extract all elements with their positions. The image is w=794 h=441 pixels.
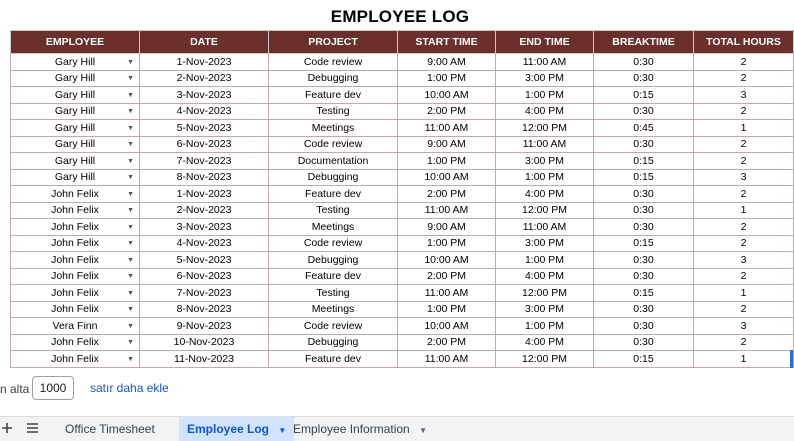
- menu-icon[interactable]: [26, 421, 39, 437]
- tab-employee-log[interactable]: [179, 417, 294, 441]
- employee-name: John Felix: [51, 187, 99, 200]
- cell-date[interactable]: 5-Nov-2023: [140, 120, 269, 137]
- chevron-down-icon[interactable]: ▼: [127, 141, 134, 149]
- cell-end-time[interactable]: 1:00 PM: [496, 318, 594, 335]
- cell-breaktime[interactable]: 0:30: [594, 54, 694, 71]
- tab-employee-information[interactable]: [285, 417, 435, 441]
- cell-employee[interactable]: [11, 285, 140, 302]
- cell-total-hours[interactable]: 1: [694, 202, 794, 219]
- table-row: [11, 169, 794, 186]
- sheet-title: EMPLOYEE LOG: [330, 7, 470, 26]
- cell-date[interactable]: 1-Nov-2023: [140, 54, 269, 71]
- table-row: [11, 186, 794, 203]
- cell-start-time[interactable]: 9:00 AM: [398, 219, 496, 236]
- table-row: [11, 334, 794, 351]
- cell-total-hours[interactable]: 2: [694, 153, 794, 170]
- employee-name: Gary Hill: [54, 138, 96, 151]
- table-row: [11, 351, 794, 368]
- chevron-down-icon[interactable]: ▼: [278, 426, 287, 435]
- cell-breaktime[interactable]: 0:30: [594, 301, 694, 318]
- employee-name: John Felix: [51, 336, 99, 349]
- cell-end-time[interactable]: 11:00 AM: [496, 219, 594, 236]
- chevron-down-icon[interactable]: ▼: [127, 223, 134, 231]
- cell-employee[interactable]: [11, 169, 140, 186]
- chevron-down-icon[interactable]: ▼: [127, 289, 134, 297]
- cell-project[interactable]: Feature dev: [269, 268, 398, 285]
- cell-end-time[interactable]: 4:00 PM: [496, 186, 594, 203]
- table-row: [11, 70, 794, 87]
- cell-total-hours[interactable]: 2: [694, 186, 794, 203]
- table-row: [11, 268, 794, 285]
- cell-date[interactable]: 6-Nov-2023: [140, 136, 269, 153]
- cell-date[interactable]: 5-Nov-2023: [140, 252, 269, 269]
- cell-employee[interactable]: [11, 334, 140, 351]
- employee-name: John Felix: [51, 303, 99, 316]
- cell-breaktime[interactable]: 0:30: [594, 70, 694, 87]
- chevron-down-icon[interactable]: ▼: [127, 207, 134, 215]
- chevron-down-icon[interactable]: ▼: [127, 157, 134, 165]
- cell-start-time[interactable]: 2:00 PM: [398, 103, 496, 120]
- cell-end-time[interactable]: 1:00 PM: [496, 252, 594, 269]
- cell-employee[interactable]: [11, 186, 140, 203]
- col-header-project[interactable]: PROJECT: [269, 31, 398, 54]
- cell-date[interactable]: 8-Nov-2023: [140, 301, 269, 318]
- cell-project[interactable]: Feature dev: [269, 351, 398, 368]
- cell-date[interactable]: 2-Nov-2023: [140, 70, 269, 87]
- chevron-down-icon[interactable]: ▼: [419, 426, 427, 435]
- cell-total-hours[interactable]: 2: [694, 103, 794, 120]
- tab-label: Employee Log: [187, 422, 270, 436]
- table-row: [11, 202, 794, 219]
- cell-end-time[interactable]: 12:00 PM: [496, 351, 594, 368]
- cell-project[interactable]: Code review: [269, 318, 398, 335]
- chevron-down-icon[interactable]: ▼: [127, 190, 134, 198]
- cell-project[interactable]: Debugging: [269, 169, 398, 186]
- cell-total-hours[interactable]: 2: [694, 268, 794, 285]
- chevron-down-icon[interactable]: ▼: [127, 339, 134, 347]
- chevron-down-icon[interactable]: ▼: [127, 91, 134, 99]
- cell-breaktime[interactable]: 0:30: [594, 268, 694, 285]
- table-row: [11, 285, 794, 302]
- plus-icon[interactable]: [1, 421, 13, 437]
- cell-total-hours[interactable]: 3: [694, 318, 794, 335]
- cell-breaktime[interactable]: 0:15: [594, 153, 694, 170]
- employee-name: John Felix: [51, 204, 99, 217]
- col-header-total-hours[interactable]: TOTAL HOURS: [694, 31, 794, 54]
- cell-breaktime[interactable]: 0:30: [594, 334, 694, 351]
- cell-breaktime[interactable]: 0:15: [594, 87, 694, 104]
- chevron-down-icon[interactable]: ▼: [127, 355, 134, 363]
- cell-total-hours[interactable]: 2: [694, 136, 794, 153]
- cell-employee[interactable]: [11, 70, 140, 87]
- cell-date[interactable]: 3-Nov-2023: [140, 87, 269, 104]
- employee-name: John Felix: [51, 286, 99, 299]
- cell-end-time[interactable]: 1:00 PM: [496, 169, 594, 186]
- chevron-down-icon[interactable]: ▼: [127, 58, 134, 66]
- chevron-down-icon[interactable]: ▼: [127, 273, 134, 281]
- cell-total-hours[interactable]: 2: [694, 70, 794, 87]
- cell-start-time[interactable]: 10:00 AM: [398, 169, 496, 186]
- cell-project[interactable]: Code review: [269, 235, 398, 252]
- cell-project[interactable]: Debugging: [269, 70, 398, 87]
- cell-project[interactable]: Testing: [269, 103, 398, 120]
- cell-end-time[interactable]: 4:00 PM: [496, 103, 594, 120]
- col-header-breaktime[interactable]: BREAKTIME: [594, 31, 694, 54]
- table-row: [11, 318, 794, 335]
- cell-employee[interactable]: [11, 54, 140, 71]
- table-row: [11, 87, 794, 104]
- cell-total-hours[interactable]: 2: [694, 235, 794, 252]
- cell-date[interactable]: 10-Nov-2023: [140, 334, 269, 351]
- table-row: [11, 219, 794, 236]
- cell-end-time[interactable]: 3:00 PM: [496, 153, 594, 170]
- cell-date[interactable]: 7-Nov-2023: [140, 285, 269, 302]
- cell-project[interactable]: Code review: [269, 136, 398, 153]
- cell-project[interactable]: Meetings: [269, 301, 398, 318]
- chevron-down-icon[interactable]: ▼: [127, 256, 134, 264]
- cell-start-time[interactable]: 2:00 PM: [398, 186, 496, 203]
- cell-project[interactable]: Meetings: [269, 219, 398, 236]
- cell-employee[interactable]: [11, 153, 140, 170]
- cell-employee[interactable]: [11, 103, 140, 120]
- chevron-down-icon[interactable]: ▼: [127, 108, 134, 116]
- cell-date[interactable]: 4-Nov-2023: [140, 235, 269, 252]
- cell-breaktime[interactable]: 0:15: [594, 285, 694, 302]
- cell-employee[interactable]: [11, 136, 140, 153]
- cell-breaktime[interactable]: 0:15: [594, 235, 694, 252]
- employee-name: Gary Hill: [54, 154, 96, 167]
- table-row: [11, 54, 794, 71]
- cell-start-time[interactable]: 1:00 PM: [398, 70, 496, 87]
- cell-breaktime[interactable]: 0:45: [594, 120, 694, 137]
- header-row: [11, 31, 794, 54]
- cell-date[interactable]: 11-Nov-2023: [140, 351, 269, 368]
- table-row: [11, 153, 794, 170]
- employee-name: Gary Hill: [54, 121, 96, 134]
- cell-end-time[interactable]: 12:00 PM: [496, 120, 594, 137]
- table-row: [11, 103, 794, 120]
- cell-employee[interactable]: [11, 252, 140, 269]
- employee-name: Gary Hill: [54, 55, 96, 68]
- cell-breaktime[interactable]: 0:30: [594, 219, 694, 236]
- cell-project[interactable]: Feature dev: [269, 186, 398, 203]
- cell-end-time[interactable]: 3:00 PM: [496, 301, 594, 318]
- cell-date[interactable]: 8-Nov-2023: [140, 169, 269, 186]
- chevron-down-icon[interactable]: ▼: [127, 174, 134, 182]
- col-header-date[interactable]: DATE: [140, 31, 269, 54]
- cell-start-time[interactable]: 11:00 AM: [398, 120, 496, 137]
- employee-name: John Felix: [51, 253, 99, 266]
- cell-end-time[interactable]: 11:00 AM: [496, 54, 594, 71]
- cell-start-time[interactable]: 10:00 AM: [398, 318, 496, 335]
- add-rows-link[interactable]: satır daha ekle: [90, 381, 169, 395]
- cell-employee[interactable]: [11, 301, 140, 318]
- col-header-employee[interactable]: EMPLOYEE: [11, 31, 140, 54]
- employee-name: Gary Hill: [54, 105, 96, 118]
- cell-start-time[interactable]: 1:00 PM: [398, 301, 496, 318]
- cell-employee[interactable]: [11, 202, 140, 219]
- cell-employee[interactable]: [11, 351, 140, 368]
- table-row: [11, 252, 794, 269]
- row-count-input[interactable]: 1000: [32, 376, 74, 400]
- chevron-down-icon[interactable]: ▼: [127, 75, 134, 83]
- cell-end-time[interactable]: 4:00 PM: [496, 268, 594, 285]
- cell-start-time[interactable]: 10:00 AM: [398, 252, 496, 269]
- cell-total-hours[interactable]: 1: [694, 351, 794, 368]
- cell-start-time[interactable]: 11:00 AM: [398, 285, 496, 302]
- cell-start-time[interactable]: 9:00 AM: [398, 136, 496, 153]
- chevron-down-icon[interactable]: ▼: [127, 124, 134, 132]
- cell-start-time[interactable]: 1:00 PM: [398, 153, 496, 170]
- employee-name: Gary Hill: [54, 171, 96, 184]
- cell-total-hours[interactable]: 3: [694, 87, 794, 104]
- cell-breaktime[interactable]: 0:15: [594, 169, 694, 186]
- employee-name: John Felix: [51, 270, 99, 283]
- cell-start-time[interactable]: 10:00 AM: [398, 87, 496, 104]
- employee-name: Gary Hill: [54, 88, 96, 101]
- cell-breaktime[interactable]: 0:30: [594, 136, 694, 153]
- cell-total-hours[interactable]: 2: [694, 54, 794, 71]
- cell-employee[interactable]: [11, 318, 140, 335]
- table-row: [11, 235, 794, 252]
- cell-total-hours[interactable]: 2: [694, 301, 794, 318]
- cell-start-time[interactable]: 1:00 PM: [398, 235, 496, 252]
- cell-breaktime[interactable]: 0:30: [594, 186, 694, 203]
- sheet-tab-bar: [0, 416, 794, 441]
- cell-end-time[interactable]: 3:00 PM: [496, 235, 594, 252]
- cell-end-time[interactable]: 12:00 PM: [496, 202, 594, 219]
- cell-project[interactable]: Meetings: [269, 120, 398, 137]
- employee-name: John Felix: [51, 237, 99, 250]
- cell-date[interactable]: 3-Nov-2023: [140, 219, 269, 236]
- cell-start-time[interactable]: 11:00 AM: [398, 202, 496, 219]
- cell-total-hours[interactable]: 1: [694, 120, 794, 137]
- employee-name: Gary Hill: [54, 72, 96, 85]
- cell-total-hours[interactable]: 3: [694, 169, 794, 186]
- cell-project[interactable]: Testing: [269, 202, 398, 219]
- cell-breaktime[interactable]: 0:30: [594, 318, 694, 335]
- cell-total-hours[interactable]: 2: [694, 219, 794, 236]
- cell-breaktime[interactable]: 0:30: [594, 252, 694, 269]
- cell-date[interactable]: 4-Nov-2023: [140, 103, 269, 120]
- cell-date[interactable]: 6-Nov-2023: [140, 268, 269, 285]
- col-header-end-time[interactable]: END TIME: [496, 31, 594, 54]
- cell-date[interactable]: 9-Nov-2023: [140, 318, 269, 335]
- cell-end-time[interactable]: 1:00 PM: [496, 87, 594, 104]
- cell-date[interactable]: 7-Nov-2023: [140, 153, 269, 170]
- cell-employee[interactable]: [11, 235, 140, 252]
- employee-name: Vera Finn: [52, 319, 98, 332]
- selection-edge: [790, 350, 793, 368]
- cell-end-time[interactable]: 4:00 PM: [496, 334, 594, 351]
- cell-start-time[interactable]: 2:00 PM: [398, 268, 496, 285]
- chevron-down-icon[interactable]: ▼: [127, 306, 134, 314]
- table-row: [11, 136, 794, 153]
- cell-project[interactable]: Testing: [269, 285, 398, 302]
- cell-employee[interactable]: [11, 219, 140, 236]
- col-header-start-time[interactable]: START TIME: [398, 31, 496, 54]
- employee-log-table: [10, 30, 794, 368]
- chevron-down-icon[interactable]: ▼: [127, 322, 134, 330]
- cell-total-hours[interactable]: 3: [694, 252, 794, 269]
- cell-breaktime[interactable]: 0:30: [594, 103, 694, 120]
- tab-office-timesheet[interactable]: [57, 417, 163, 441]
- cell-employee[interactable]: [11, 87, 140, 104]
- tab-label: Employee Information: [293, 422, 410, 436]
- cell-start-time[interactable]: 2:00 PM: [398, 334, 496, 351]
- cell-total-hours[interactable]: 1: [694, 285, 794, 302]
- cell-start-time[interactable]: 9:00 AM: [398, 54, 496, 71]
- cell-date[interactable]: 2-Nov-2023: [140, 202, 269, 219]
- cell-project[interactable]: Debugging: [269, 252, 398, 269]
- cell-project[interactable]: Documentation: [269, 153, 398, 170]
- cell-breaktime[interactable]: 0:15: [594, 351, 694, 368]
- cell-end-time[interactable]: 12:00 PM: [496, 285, 594, 302]
- chevron-down-icon[interactable]: ▼: [127, 240, 134, 248]
- cell-project[interactable]: Feature dev: [269, 87, 398, 104]
- cell-project[interactable]: Code review: [269, 54, 398, 71]
- cell-start-time[interactable]: 11:00 AM: [398, 351, 496, 368]
- cell-date[interactable]: 1-Nov-2023: [140, 186, 269, 203]
- cell-employee[interactable]: [11, 120, 140, 137]
- cell-employee[interactable]: [11, 268, 140, 285]
- cell-breaktime[interactable]: 0:30: [594, 202, 694, 219]
- employee-name: John Felix: [51, 352, 99, 365]
- cell-total-hours[interactable]: 2: [694, 334, 794, 351]
- employee-name: John Felix: [51, 220, 99, 233]
- tab-label: Office Timesheet: [65, 422, 155, 436]
- add-rows-prefix: n alta: [0, 382, 30, 396]
- table-row: [11, 301, 794, 318]
- table-row: [11, 120, 794, 137]
- cell-project[interactable]: Debugging: [269, 334, 398, 351]
- cell-end-time[interactable]: 3:00 PM: [496, 70, 594, 87]
- cell-end-time[interactable]: 11:00 AM: [496, 136, 594, 153]
